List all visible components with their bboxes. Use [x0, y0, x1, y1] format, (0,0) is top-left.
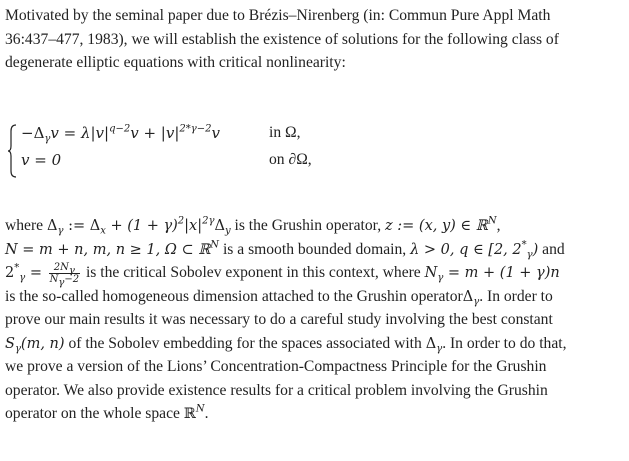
- math-subscript: γ: [14, 343, 21, 354]
- text-span: of the Sobolev embedding for the spaces associated with: [64, 334, 426, 352]
- eq1-middle: v + |v|: [130, 124, 180, 142]
- math-symbol: N: [49, 273, 59, 285]
- math-symbol: Δ: [425, 335, 437, 352]
- intro-line-3: degenerate elliptic equations with critical nonlinearity:: [5, 54, 346, 71]
- body-line-7: we prove a version of the Lions’ Concentration-Compactness Principle for the Grushin: [5, 358, 547, 375]
- body-line-5: prove our main results it was necessary to do a careful study involving the best constant: [5, 311, 553, 328]
- intro-paragraph: [5, 4, 559, 75]
- body-line-3: [5, 261, 566, 289]
- math-symbol: N = m + n, m, n ≥ 1, Ω ⊂ ℝ: [5, 241, 211, 258]
- math-subscript: γ: [437, 272, 444, 284]
- fraction-denominator: [49, 273, 80, 289]
- math-superscript: 2: [177, 215, 185, 227]
- grushin-operator-symbol: [463, 289, 479, 305]
- math-subscript: x: [100, 225, 106, 237]
- math-symbol: z := (x, y) ∈ ℝ: [385, 218, 488, 234]
- eq1-operator: −Δ: [21, 124, 45, 142]
- left-brace: [7, 124, 17, 178]
- best-constant: [5, 336, 65, 352]
- body-line-2: [5, 238, 566, 262]
- body-line-8: operator. We also provide existence results for a critical problem involving the Grushin: [5, 381, 548, 399]
- text-span: .: [204, 405, 209, 422]
- math-symbol: ): [532, 241, 539, 258]
- critical-exponent: [5, 262, 47, 284]
- parameter-range: [410, 239, 539, 260]
- text-span: where: [5, 217, 47, 234]
- math-symbol: Δ: [214, 218, 225, 234]
- domain-definition: [5, 239, 220, 258]
- body-line-4: [5, 285, 566, 309]
- math-symbol: = m + (1 + γ)n: [443, 265, 560, 281]
- math-subscript: γ: [473, 296, 480, 307]
- text-span: is the critical Sobolev exponent in this context, where: [82, 264, 425, 281]
- equation-1: [21, 123, 220, 145]
- eq2-boundary: v = 0: [21, 151, 62, 169]
- text-span: . In order to: [479, 287, 553, 305]
- fraction-numerator: [49, 261, 80, 277]
- equation-system: [5, 120, 335, 180]
- homogeneous-dimension: [424, 265, 560, 284]
- intro-line-2: 36:437–477, 1983), we will establish the existence of solutions for the following class of: [5, 30, 559, 48]
- math-subscript: y: [224, 225, 231, 237]
- eq1-end: v: [211, 124, 220, 142]
- abstract-page: [5, 0, 627, 461]
- text-span: is the Grushin operator,: [230, 217, 386, 234]
- math-subscript: γ: [68, 265, 75, 277]
- grushin-operator-definition: [47, 215, 231, 237]
- math-superscript: N: [195, 403, 205, 415]
- grushin-operator-symbol: [426, 336, 442, 352]
- math-symbol: |x|: [184, 218, 203, 234]
- math-superscript: 2γ: [202, 215, 215, 227]
- z-definition: [385, 215, 497, 234]
- math-symbol: (m, n): [20, 335, 65, 352]
- math-symbol: −2: [64, 273, 80, 285]
- math-symbol: := Δ: [63, 218, 101, 234]
- math-symbol: Δ: [47, 218, 58, 234]
- body-paragraph: [5, 214, 566, 426]
- math-subscript: γ: [19, 272, 26, 284]
- body-line-1: [5, 214, 566, 238]
- math-symbol: + (1 + γ): [105, 218, 178, 234]
- math-symbol: 2: [5, 265, 15, 281]
- intro-line-1: Motivated by the seminal paper due to Brézis–Nirenberg (in: Commun Pure Appl Math: [5, 7, 551, 24]
- math-symbol: =: [25, 265, 47, 281]
- math-superscript: *: [521, 239, 527, 250]
- text-span: . In order to do that,: [442, 334, 567, 352]
- equation-2-domain: on ∂Ω,: [269, 151, 312, 168]
- math-symbol: ℝ: [183, 406, 196, 422]
- body-line-9: [5, 402, 566, 426]
- eq1-exponent-1: q−2: [109, 123, 131, 135]
- math-symbol: S: [5, 335, 15, 352]
- equation-1-domain: in Ω,: [269, 124, 301, 141]
- math-symbol: N: [424, 265, 438, 281]
- body-line-6: [5, 332, 566, 356]
- math-subscript: γ: [436, 343, 443, 354]
- whole-space-symbol: [183, 403, 205, 422]
- math-superscript: N: [210, 239, 220, 250]
- math-subscript: γ: [57, 225, 64, 237]
- eq1-exponent-2: 2*γ−2: [179, 123, 212, 135]
- text-span: operator on the whole space: [5, 405, 184, 422]
- math-superscript: N: [487, 215, 497, 227]
- math-subscript: γ: [58, 277, 65, 289]
- math-subscript: γ: [526, 249, 533, 260]
- eq1-operator-subscript: γ: [44, 133, 51, 145]
- math-symbol: λ > 0, q ∈ [2, 2: [410, 241, 522, 258]
- critical-exponent-fraction: [49, 261, 80, 289]
- equation-2: [21, 151, 61, 169]
- text-span: ,: [496, 217, 501, 234]
- text-span: and: [538, 240, 565, 258]
- math-symbol: Δ: [462, 288, 474, 305]
- eq1-lhs: v = λ|v|: [50, 124, 110, 142]
- text-span: is a smooth bounded domain,: [219, 240, 411, 258]
- math-symbol: 2N: [53, 261, 69, 273]
- math-superscript: *: [14, 262, 20, 274]
- text-span: is the so-called homogeneous dimension attached to the Grushin operator: [5, 287, 463, 305]
